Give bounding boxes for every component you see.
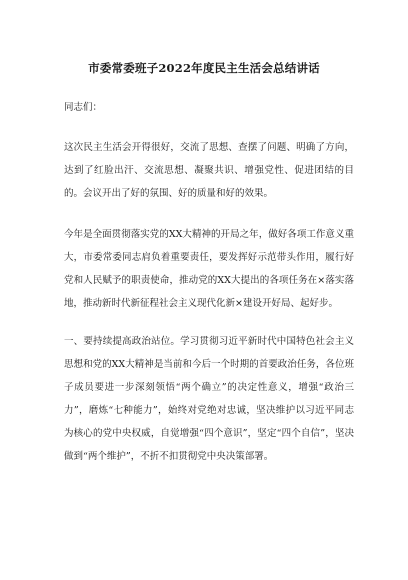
salutation: 同志们：	[64, 102, 103, 113]
document-title: 市委常委班子2022年度民主生活会总结讲话	[88, 61, 320, 75]
paragraph-3: 一、要持续提高政治站位。学习贯彻习近平新时代中国特色社会主义思想和党的XX大精神是当前和今后一个时期的首要政治任务，各位班子成员要进一步深刻领悟“两个确立”的决定性意义，增强“政治三力”，磨炼“七种能力”，始终对党绝对忠诚，坚决维护以习近平同志为核心的党中央权威，自觉增强“四个意识”，坚定“四个自信”，坚决做到“两个维护”，不折不扣贯彻党中央决策部署。	[64, 336, 354, 462]
paragraph-2: 今年是全面贯彻落实党的XX大精神的开局之年，做好各项工作意义重大，市委常委同志肩负着重要责任，要发挥好示范带头作用，履行好党和人民赋予的职责使命，推动党的XX大提出的各项任务在×落实落地，推动新时代新征程社会主义现代化新×建设开好局、起好步。	[64, 229, 354, 309]
paragraph-1: 这次民主生活会开得很好，交流了思想、查摆了问题、明确了方向，达到了红脸出汗、交流思想、凝聚共识、增强党性、促进团结的目的。会议开出了好的氛围、好的质量和好的效果。	[64, 142, 354, 199]
